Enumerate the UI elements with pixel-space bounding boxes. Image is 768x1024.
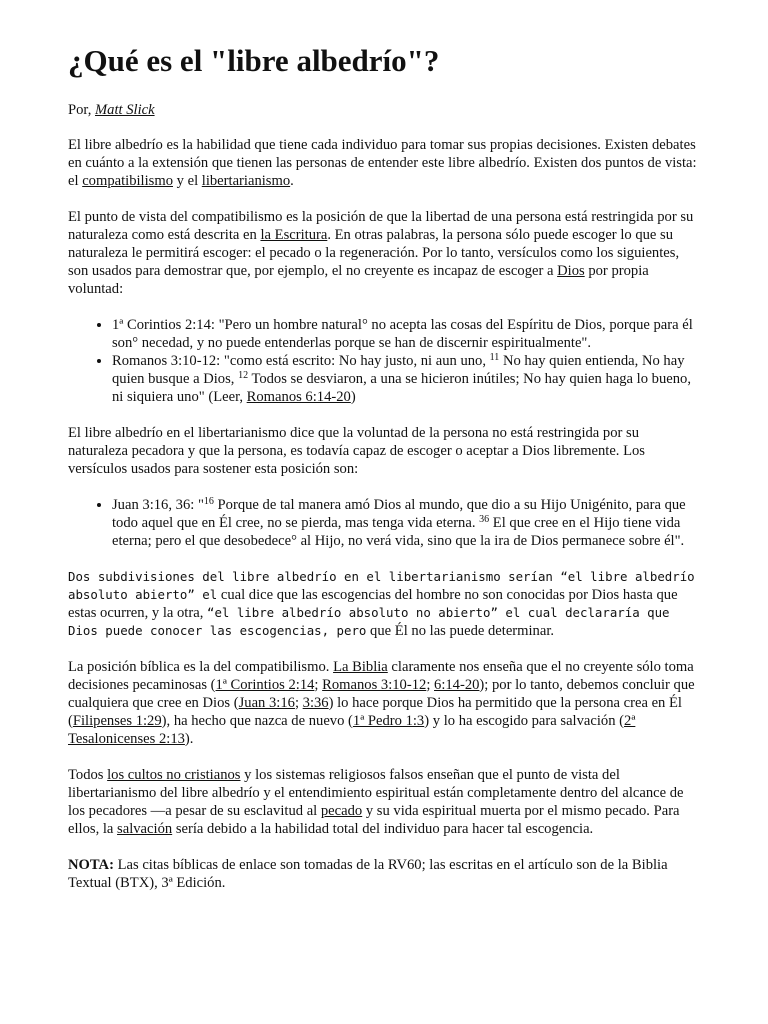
paragraph-subdivisions: Dos subdivisiones del libre albedrío en el libertarianismo serían “el libre albedrío absoluto abierto” el cual dice que las escogencias del hombre no son conocidas por Dios hasta que estas ocurren, y la otra, “el libre albedrío absoluto no abierto” el cual declararía que Dios puede conocer las escogencias, pero que Él no las puede determinar. xyxy=(68,569,695,640)
author-link[interactable]: Matt Slick xyxy=(95,102,155,119)
link-escritura[interactable]: la Escritura xyxy=(260,227,328,244)
link-salvacion[interactable]: salvación xyxy=(117,821,173,838)
list-item: • Romanos 3:10-12: "como está escrito: No hay justo, ni aun uno, $^{11}$ No hay quien entienda, No hay quien busque a Dios, $^{12}$ Todos se desviaron, a una se hicieron inútiles; No hay quien haga lo bueno, ni siquiera uno" (Leer, Romanos 6:14-20) xyxy=(112,352,700,406)
link-1-pedro-1-3[interactable]: 1ª Pedro 1:3 xyxy=(352,713,425,730)
link-filipenses-1-29[interactable]: Filipenses 1:29 xyxy=(72,713,162,730)
paragraph-cults: Todos los cultos no cristianos y los sistemas religiosos falsos enseñan que el punto de vista del libertarianismo del libre albedrío y el entendimiento espiritual están completamente dentro del alcance de los pecadores —a pesar de su esclavitud al pecado y su vida espiritual muerta por el mismo pecado. Para ellos, la salvación sería debido a la habilidad total del individuo para hacer tal escogencia. xyxy=(68,767,684,838)
note: NOTA: Las citas bíblicas de enlace son tomadas de la RV60; las escritas en el artículo son de la Biblia Textual (BTX), 3ª Edición. xyxy=(68,857,668,892)
link-6-14-20[interactable]: 6:14-20 xyxy=(434,677,480,694)
verse-list-libertarianism xyxy=(68,496,700,550)
link-libertarianismo[interactable]: libertarianismo xyxy=(201,173,291,190)
link-3-36[interactable]: 3:36 xyxy=(302,695,329,712)
verse-list-compatibilism xyxy=(68,316,700,406)
list-item: • Juan 3:16, 36: "$^{16}$ Porque de tal manera amó Dios al mundo, que dio a su Hijo Unigénito, para que todo aquel que en Él cree, no se pierda, mas tenga vida eterna. $^{36}$ El que cree en el Hijo tiene vida eterna; pero el que desobedece° al Hijo, no verá vida, sino que la ira de Dios permanece sobre él". xyxy=(112,496,700,550)
paragraph-biblical-position: La posición bíblica es la del compatibilismo. La Biblia claramente nos enseña que el no creyente sólo toma decisiones pecaminosas (1ª Corintios 2:14; Romanos 3:10-12; 6:14-20); por lo tanto, debemos concluir que cualquiera que cree en Dios (Juan 3:16; 3:36) lo hace porque Dios ha permitido que la persona crea en Él (Filipenses 1:29), ha hecho que nazca de nuevo (1ª Pedro 1:3) y lo ha escogido para salvación (2ª Tesalonicenses 2:13). xyxy=(68,659,695,748)
link-romanos-3-10-12[interactable]: Romanos 3:10-12 xyxy=(322,677,427,694)
link-la-biblia[interactable]: La Biblia xyxy=(333,659,388,676)
byline-prefix: Por, xyxy=(68,102,92,119)
list-item: • 1ª Corintios 2:14: "Pero un hombre natural° no acepta las cosas del Espíritu de Dios, porque para él son° necedad, y no puede entenderlas porque se han de discernir espiritualmente". xyxy=(112,316,700,352)
link-juan-3-16[interactable]: Juan 3:16 xyxy=(238,695,295,712)
link-pecado[interactable]: pecado xyxy=(320,803,363,820)
page-title: ¿Qué es el "libre albedrío"? xyxy=(68,43,440,78)
link-1-corintios-2-14[interactable]: 1ª Corintios 2:14 xyxy=(215,677,315,694)
paragraph-compatibilism: El punto de vista del compatibilismo es la posición de que la libertad de una persona está restringida por su naturaleza como está descrita en la Escritura. En otras palabras, la persona sólo puede escoger lo que su naturaleza le permitirá escoger: el pecado o la regeneración. Por lo tanto, versículos como los siguientes, son usados para demostrar que, por ejemplo, el no creyente es incapaz de escoger a Dios por propia voluntad: xyxy=(68,209,694,298)
link-2-tesalonicenses-2-13[interactable]: 2ª Tesalonicenses 2:13 xyxy=(68,713,636,748)
link-compatibilismo[interactable]: compatibilismo xyxy=(82,173,173,190)
link-romanos-6-14-20[interactable]: Romanos 6:14-20 xyxy=(246,389,351,406)
paragraph-intro: El libre albedrío es la habilidad que tiene cada individuo para tomar sus propias decisiones. Existen debates en cuánto a la extensión que tienen las personas de entender este libre albedrío. Existen dos puntos de vista: el compatibilismo y el libertarianismo. xyxy=(68,137,697,190)
link-cultos-no-cristianos[interactable]: los cultos no cristianos xyxy=(107,767,241,784)
link-dios[interactable]: Dios xyxy=(557,263,585,280)
note-label: NOTA: xyxy=(68,857,114,874)
paragraph-libertarianism: El libre albedrío en el libertarianismo dice que la voluntad de la persona no está restringida por su naturaleza pecadora y que la persona, es todavía capaz de escoger o aceptar a Dios libremente. Los versículos usados para sostener esta posición son: xyxy=(68,425,645,478)
byline xyxy=(68,101,700,119)
